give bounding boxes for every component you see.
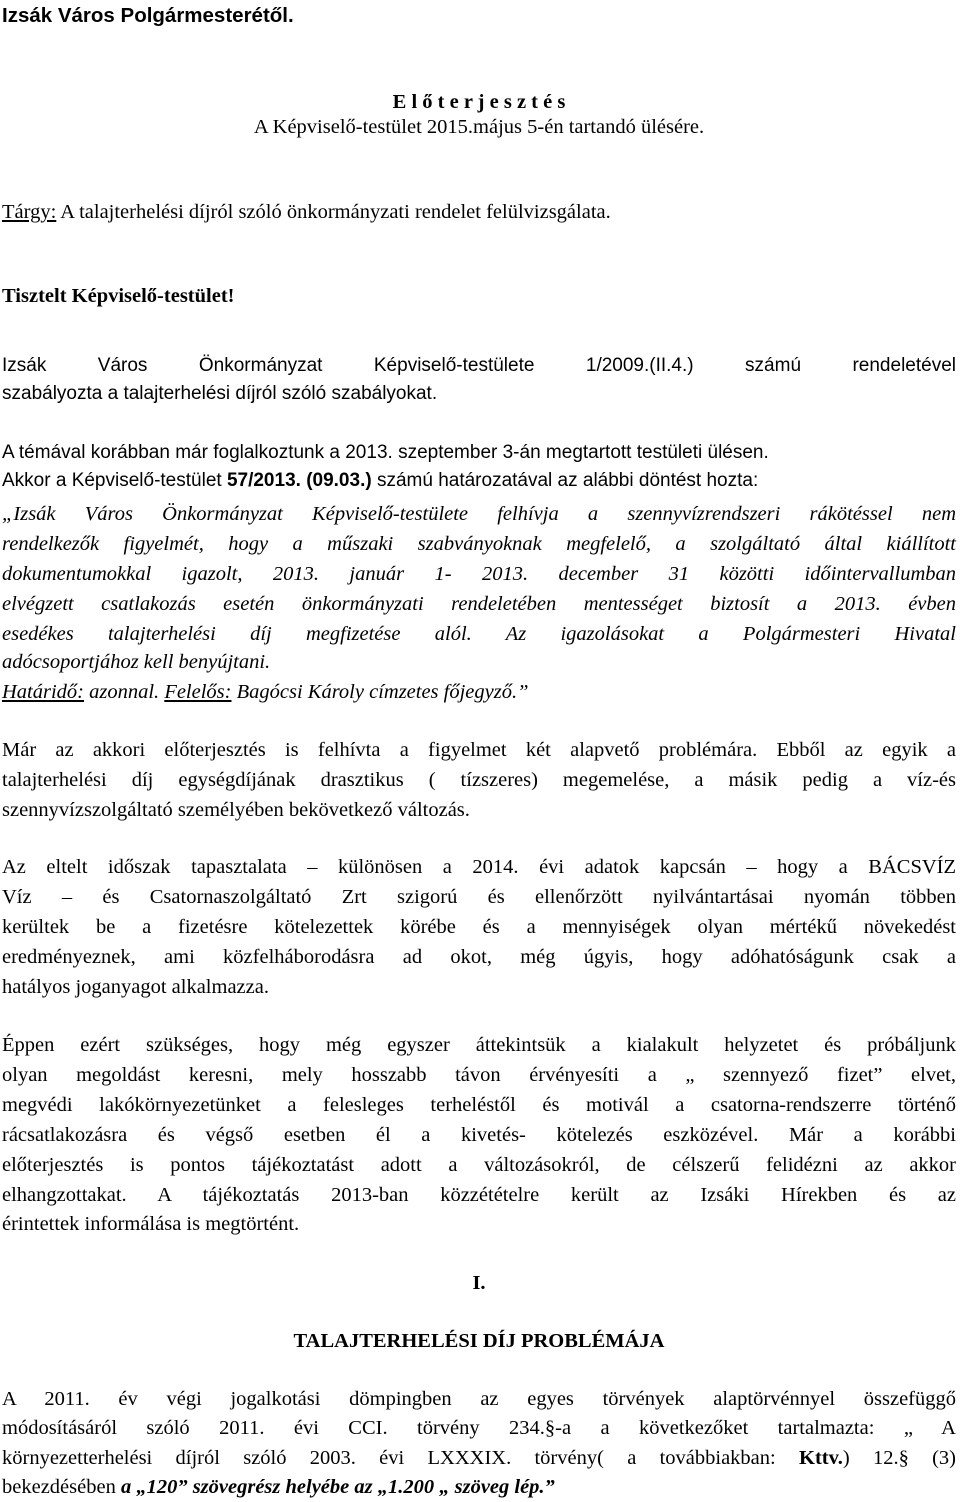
p6-line4-bold-italic: a „120” szövegrész helyébe az „1.200 „ szöveg lép.” [120,1476,555,1498]
p5-line2: olyan megoldást keresni, mely hosszabb távon érvényesíti a „ szennyező fizet” elvet, [2,1064,956,1086]
responsible-text: Bagócsi Károly címzetes főjegyző.” [231,681,529,703]
p6-line3-pre: környezetterhelési díjról szóló 2003. évi LXXXIX. törvény( a továbbiakban: [2,1447,799,1469]
quote-line2 [2,532,956,556]
p4-line3: kerültek be a fizetésre kötelezettek körébe és a mennyiségek olyan mértékű növekedést [2,916,956,938]
p4-line1: Az eltelt időszak tapasztalata – különösen a 2014. évi adatok kapcsán – hogy a BÁCSVÍZ [2,856,956,878]
quote-line1 [2,502,956,526]
subject-text: A talajterhelési díjról szóló önkormányzati rendelet felülvizsgálata. [56,201,611,223]
quote-line6 [2,650,956,674]
p5-line6: elhangzottakat. A tájékoztatás 2013-ban közzétételre került az Izsáki Hírekben és az [2,1184,956,1206]
p4-line2: Víz – és Csatornaszolgáltató Zrt szigorú és ellenőrzött nyilvántartásai nyomán többen [2,886,956,908]
p5-line3: megvédi lakókörnyezetünket a felesleges terheléstől és motivál a csatorna-rendszerre történő [2,1094,956,1116]
p5-line1: Éppen ezért szükséges, hogy még egyszer áttekintsük a kialakult helyzetet és próbáljunk [2,1034,956,1056]
deadline-italic [2,681,529,703]
p4-line5: hatályos joganyagot alkalmazza. [2,976,269,998]
quote-line2-text: rendelkezők figyelmét, hogy a műszaki szabványoknak megfelelő, a szolgáltató által kiállított [2,533,956,555]
p2-line2-post: számú határozatával az alábbi döntést hozta: [371,470,759,491]
quote-line4 [2,592,956,616]
p3-line2: talajterhelési díj egységdíjának drasztikus ( tízszeres) megemelése, a másik pedig a víz-és [2,769,956,791]
section-title-text: TALAJTERHELÉSI DÍJ PROBLÉMÁJA [293,1330,665,1352]
p3-line1: Már az akkori előterjesztés is felhívta a figyelmet két alapvető problémára. Ebből az egyik a [2,739,956,761]
p5-line7: érintettek informálása is megtörtént. [2,1213,300,1235]
p6-line2: módosításáról szóló 2011. évi CCI. törvény 234.§-a a következőket tartalmazta: „ A [2,1417,956,1439]
meeting-line: A Képviselő-testület 2015.május 5-én tartandó ülésére. [253,116,705,138]
quote-line5-text: esedékes talajterhelési díj megfizetése alól. Az igazolásokat a Polgármesteri Hivatal [2,623,956,645]
sender-line: Izsák Város Polgármesterétől. [2,4,294,27]
salutation-text: Tisztelt Képviselő-testület! [2,285,235,307]
p5-line5: előterjesztés is pontos tájékoztatást adott a változásokról, de célszerű felidézni az akkor [2,1154,956,1176]
section-title [2,1329,956,1353]
p2-line1: A témával korábban már foglalkoztunk a 2013. szeptember 3-án megtartott testületi ülésen. [2,442,769,463]
p5-line4: rácsatlakozásra és végső esetben él a kivetés- kötelezés eszközével. Már a korábbi [2,1124,956,1146]
responsible-label: Felelős: [164,681,232,703]
p2-line2-pre: Akkor a Képviselő-testület [2,470,227,491]
section-number-text: I. [472,1272,486,1294]
p1-line1: Izsák Város Önkormányzat Képviselő-testülete 1/2009.(II.4.) számú rendeletével [2,355,956,376]
quote-line3-text: dokumentumokkal igazolt, 2013. január 1- 2013. december 31 közötti időintervallumban [2,563,956,585]
subject-line [2,200,956,224]
p6-line3 [2,1446,956,1470]
quote-line4-text: elvégzett csatlakozás esetén önkormányzati rendeletében mentességet biztosít a 2013. évben [2,593,956,615]
p6-line4 [2,1475,956,1499]
p6-line4-bold [121,1476,555,1498]
doc-type-text: E l ő t e r j e s z t é s [392,91,566,113]
p6-line1: A 2011. év végi jogalkotási dömpingben az egyes törvények alaptörvénnyel összefüggő [2,1388,956,1410]
section-number [2,1271,956,1295]
p3-line3: szennyvízszolgáltató személyében bekövetkező változás. [2,799,470,821]
resolution-number: 57/2013. (09.03.) [226,470,372,491]
quote-line5 [2,622,956,646]
deadline-label: Határidő: [2,681,84,703]
quote-line3 [2,562,956,586]
p1-line2: szabályozta a talajterhelési díjról szóló szabályokat. [2,383,438,404]
p4-line4: eredményeznek, ami közfelháborodásra ad okot, még úgyis, hogy adóhatóságunk csak a [2,946,956,968]
quote-line6-text: adócsoportjához kell benyújtani. [2,651,271,673]
p6-line3-post: ) 12.§ (3) [842,1447,957,1469]
p2-line2 [2,469,956,493]
quote-line1-text: „Izsák Város Önkormányzat Képviselő-testülete felhívja a szennyvízrendszeri rákötéssel nem [2,503,956,525]
deadline-line [2,680,956,704]
p6-line4-pre: bekezdésében [2,1476,121,1498]
kttv-abbrev: Kttv. [799,1447,843,1469]
doc-type-title [2,90,956,114]
subject-label: Tárgy: [2,201,57,223]
deadline-text: azonnal. [84,681,165,703]
salutation [2,284,956,308]
